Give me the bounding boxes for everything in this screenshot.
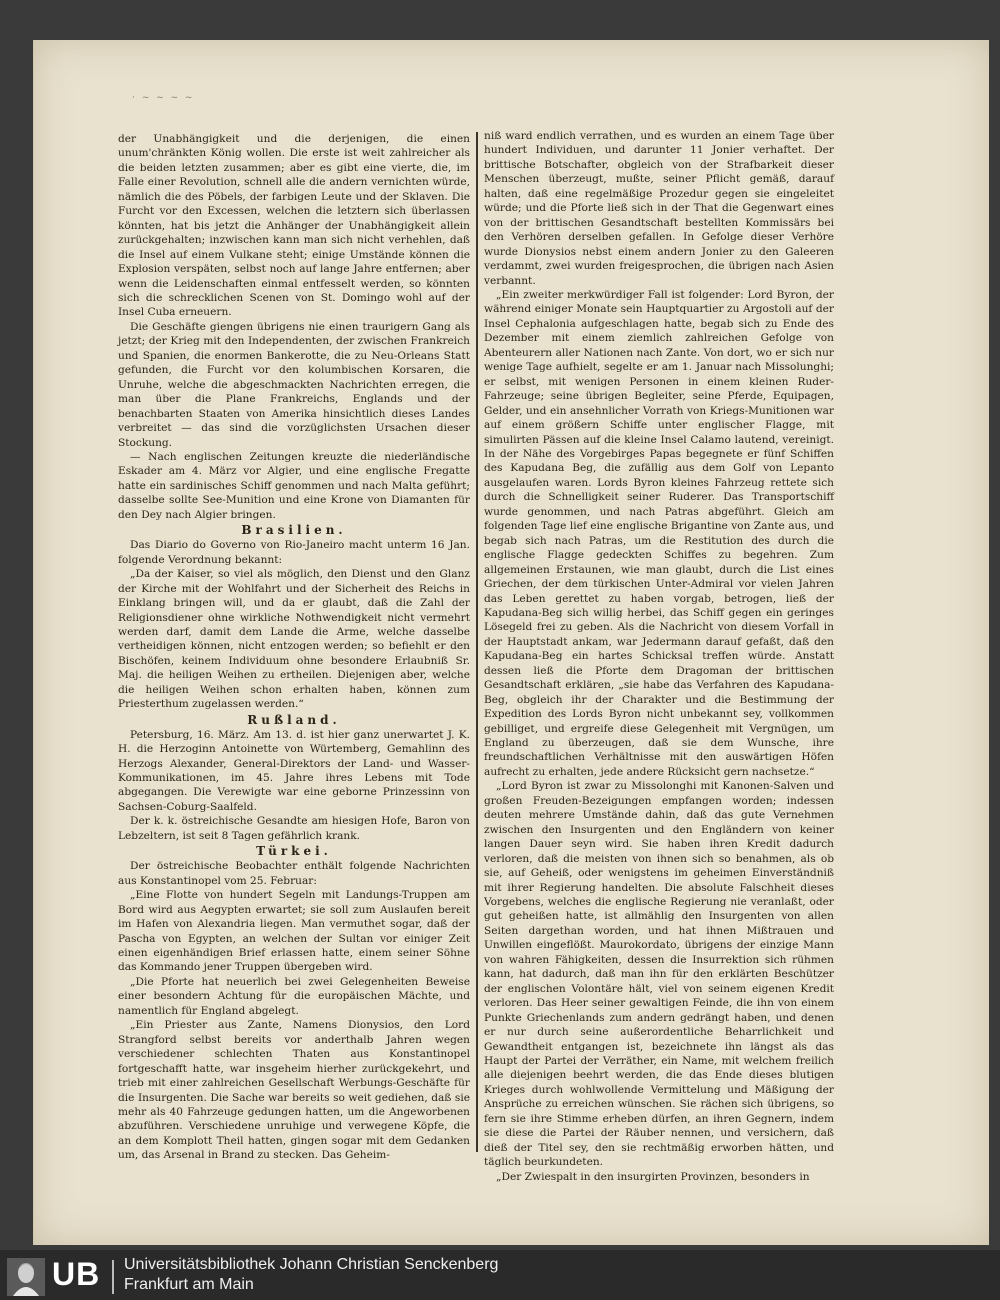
article-paragraph: Der östreichische Beobachter enthält folgende Nachrichten aus Konstantinopel vom 25. Februar: (118, 860, 470, 887)
newspaper-page (33, 40, 989, 1245)
section-heading: Brasilien. (241, 523, 347, 538)
left-text-column (118, 132, 470, 1162)
library-footer (0, 1250, 1000, 1300)
section-heading: Rußland. (247, 712, 341, 727)
article-paragraph: „Lord Byron ist zwar zu Missolonghi mit Kanonen-Salven und großen Freuden-Bezeigungen empfangen worden; indessen deuten mehrere Umstände dahin, daß das gute Vernehmen zwischen den Insurgenten und den Engländern von keiner langen Dauer seyn wird. Sie haben ihren Kredit dadurch verloren, daß die meisten von ihnen sich so benahmen, als ob sie, auf Geheiß, oder wenigstens im geheimen Einverständniß mit ihrer Regierung handelten. Die absolute Falschheit dieses Vorgebens, welches die englische Regierung nie veranlaßt, oder gut geheißen hatte, ist allmählig den Insurgenten von allen Seiten dargethan worden, und hat ihnen Mißtrauen und Unwillen eingeflößt. Maurokordato, übrigens der einzige Mann von wahren Fähigkeiten, dessen die Insurrektion sich rühmen kann, hat dadurch, daß man ihn für den erklärten Beschützer der englischen Volontäre hält, viel von seinem eigenen Kredit verloren. Das Heer seiner gewaltigen Feinde, die ihn von einem Punkte Griechenlands zum andern gedrängt haben, und denen er nur durch seine außerordentliche Beharrlichkeit und Gewandtheit entgangen ist, bezeichnete ihn längst als das Haupt der Partei der Verräther, ein Name, mit welchem freilich alle diejenigen beehrt werden, die das Ende dieses blutigen Krieges durch wohlwollende Vermittelung und Mäßigung der Ansprüche zu erreichen wünschen. Sie rächen sich übrigens, so fern sie ihre Stimme erheben dürfen, an ihren Gegnern, indem sie diese die Partei der Räuber nennen, und versichern, daß dieß der Titel sey, den sie rechtmäßig erworben hätten, und täglich beurkundeten. (484, 780, 834, 1169)
article-paragraph: Petersburg, 16. März. Am 13. d. ist hier ganz unerwartet J. K. H. die Herzoginn Antoinette von Würtemberg, Gemahlinn des Herzogs Alexander, General-Direktors der Land- und Wasser-Kommunikationen, im 45. Jahre ihres Lebens mit Tode abgegangen. Die Verewigte war eine geborne Prinzessinn von Sachsen-Coburg-Saalfeld. (118, 728, 470, 813)
article-paragraph: Der k. k. östreichische Gesandte am hiesigen Hofe, Baron von Lebzeltern, ist seit 8 Tagen gefährlich krank. (118, 815, 470, 842)
article-paragraph: Das Diario do Governo von Rio-Janeiro macht unterm 16 Jan. folgende Verordnung bekannt: (118, 539, 470, 566)
article-paragraph: niß ward endlich verrathen, und es wurden an einem Tage über hundert Individuen, und darunter 11 Jonier verhaftet. Der brittische Botschafter, obgleich von der Strafbarkeit dieser Menschen überzeugt, mußte, seiner Pflicht gemäß, darauf halten, daß eine regelmäßige Prozedur gegen sie eingeleitet würde; und die Pforte ließ sich in der That die Gegenwart eines von der brittischen Gesandtschaft bestellten Kommissärs bei den Verhören derselben gefallen. In Gefolge dieser Verhöre wurde Dionysios nebst einem andern Jonier zu den Galeeren verdammt, zwei wurden freigesprochen, die übrigen nach Asien verbannt. (484, 130, 834, 287)
article-paragraph: der Unabhängigkeit und die derjenigen, die einen unum'chränkten König wollen. Die erste ist weit zahlreicher als die beiden letzten zusammen; aber es gibt eine vierte, die, im Falle einer Revolution, schnell alle die andern vernichten würde, nämlich die des Pöbels, der farbigen Leute und der Sklaven. Die Furcht vor den Excessen, welchen die letztern sich überlassen könnten, hat bis jetzt die Anhänger der Unabhängigkeit allein zurückgehalten; inzwischen kann man sich nicht verhehlen, daß die Insel auf einem Vulkane steht; einige Umstände können die Explosion verspäten, selbst noch auf lange Jahre entfernen; aber wenn die Leidenschaften einmal entfesselt werden, so könnten sich die schrecklichen Scenen von St. Domingo wohl auf der Insel Cuba erneuern. (118, 133, 470, 319)
logo-separator (112, 1260, 114, 1294)
library-logo: UB (52, 1256, 101, 1292)
right-text-column (484, 129, 834, 1183)
section-heading: Türkei. (256, 844, 332, 859)
article-paragraph: „Der Zwiespalt in den insurgirten Provinzen, besonders in (496, 1170, 810, 1183)
article-paragraph: Die Geschäfte giengen übrigens nie einen traurigern Gang als jetzt; der Krieg mit den Independenten, der zwischen Frankreich und Spanien, die enormen Bankerotte, die zu Neu-Orleans Statt gefunden, die Furcht vor den kolumbischen Korsaren, die Unruhe, welche die abgeschmackten Nachrichten erregen, die man über die Plane Frankreichs, Englands und der benachbarten Staaten von Amerika hinsichtlich dieses Landes verbreitet — das sind die vorzüglichsten Ursachen dieser Stockung. (118, 320, 470, 449)
column-divider (476, 132, 478, 1152)
article-paragraph: „Ein Priester aus Zante, Namens Dionysios, den Lord Strangford selbst bereits vor anderthalb Jahren wegen verschiedener schlechten Thaten aus Konstantinopel fortgeschafft hatte, war insgeheim hierher zurückgekehrt, und trieb mit einer zahlreichen Gesellschaft Werbungs-Geschäfte für die Insurgenten. Die Sache war bereits so weit gediehen, daß sie mehr als 40 Fahrzeuge gedungen hatten, um die Angeworbenen abzuführen. Verschiedene unruhige und verwegene Köpfe, die an dem Komplott Theil hatten, gingen sogar mit dem Gedanken um, das Arsenal in Brand zu stecken. Das Geheim- (118, 1019, 470, 1162)
article-paragraph: „Da der Kaiser, so viel als möglich, den Dienst und den Glanz der Kirche mit der Wohlfahrt und der Sicherheit des Reichs in Einklang bringen will, und da er glaubt, daß die Zahl der Religionsdiener ohne wirkliche Nothwendigkeit nicht vermehrt werden darf, damit dem Lande die Arme, welche dasselbe vertheidigen können, nicht entzogen werden; so befiehlt er den Bischöfen, keinem Individuum ohne besondere Erlaubniß Sr. Maj. die heiligen Weihen zu ertheilen. Diejenigen aber, welche die heiligen Weihen schon erhalten haben, können zum Priesterthum zugelassen werden.“ (118, 568, 470, 711)
library-name: Universitätsbibliothek Johann Christian Senckenberg (124, 1256, 499, 1273)
article-paragraph: „Eine Flotte von hundert Segeln mit Landungs-Truppen am Bord wird aus Aegypten erwartet; sie soll zum Auslaufen bereit im Hafen von Alexandria liegen. Man vermuthet sogar, daß der Pascha von Egypten, an welchen der Sultan vor einiger Zeit einen eigenhändigen Brief erlassen hatte, einem seiner Söhne das Kommando jener Truppen übergeben wird. (118, 889, 470, 974)
article-paragraph: „Die Pforte hat neuerlich bei zwei Gelegenheiten Beweise einer besondern Achtung für die europäischen Mächte, und namentlich für England abgelegt. (118, 975, 470, 1017)
library-portrait-icon (7, 1258, 45, 1296)
library-city: Frankfurt am Main (124, 1276, 254, 1293)
article-paragraph: „Ein zweiter merkwürdiger Fall ist folgender: Lord Byron, der während einiger Monate sein Hauptquartier zu Argostoli auf der Insel Cephalonia aufgeschlagen hatte, begab sich zu Ende des Dezember mit einem ziemlich zahlreichen Gefolge von Abenteurern aller Nationen nach Zante. Von dort, wo er sich nur wenige Tage aufhielt, segelte er am 1. Januar nach Missolunghi; er selbst, mit wenigen Personen in einem kleinen Ruder-Fahrzeuge; seine übrigen Begleiter, seine Pferde, Equipagen, Gelder, und ein ansehnlicher Vorrath von Kriegs-Munitionen war auf einem größern Schiffe unter englischer Flagge, mit simulirten Pässen auf die kleine Insel Calamo lautend, vereinigt. In der Nähe des Vorgebirges Papas begegnete er fünf Schiffen des Kapudana Beg, die zufällig aus dem Golf von Lepanto ausgelaufen waren. Lords Byron kleines Fahrzeug rettete sich durch die Schnelligkeit seiner Ruderer. Das Transportschiff wurde genommen, und nach Patras abgeführt. Gleich am folgenden Tage lief eine englische Brigantine von Zante aus, und begab sich nach Patras, um die Restitution des durch die englische Flagge gedeckten Schiffes zu begehren. Zum allgemeinen Erstaunen, wie man glaubt, durch die List eines Griechen, der dem türkischen Unter-Admiral vor vielen Jahren das Leben gerettet zu haben vorgab, betrogen, ließ der Kapudana-Beg sich willig herbei, das Schiff gegen ein geringes Lösegeld frei zu geben. Als die Nachricht von diesem Vorfall in der Hauptstadt ankam, war Jedermann darauf gefaßt, daß den Kapudana-Beg ein hartes Schicksal treffen würde. Anstatt dessen ließ die Pforte dem Dragoman der brittischen Gesandtschaft erklären, „sie habe das Verfahren des Kapudana-Beg, obgleich ihr der Charakter und die Bestimmung der Expedition des Lords Byron nicht unbekannt sey, vollkommen gebilliget, und ergreife diese Gelegenheit mit Vergnügen, um England zu überzeugen, daß sie dem Wunsche, ihre freundschaftlichen Verhältnisse mit den auswärtigen Höfen aufrecht zu erhalten, jede andere Rücksicht gern nachsetze.“ (484, 288, 834, 778)
article-paragraph: — Nach englischen Zeitungen kreuzte die niederländische Eskader am 4. März vor Algier, und eine englische Fregatte hatte ein sardinisches Schiff genommen und nach Malta geführt; dasselbe sollte See-Munition und eine Krone von Diamanten für den Dey nach Algier bringen. (118, 450, 470, 521)
page-top-mark: · ~ ~ ~ ~ (132, 93, 195, 103)
